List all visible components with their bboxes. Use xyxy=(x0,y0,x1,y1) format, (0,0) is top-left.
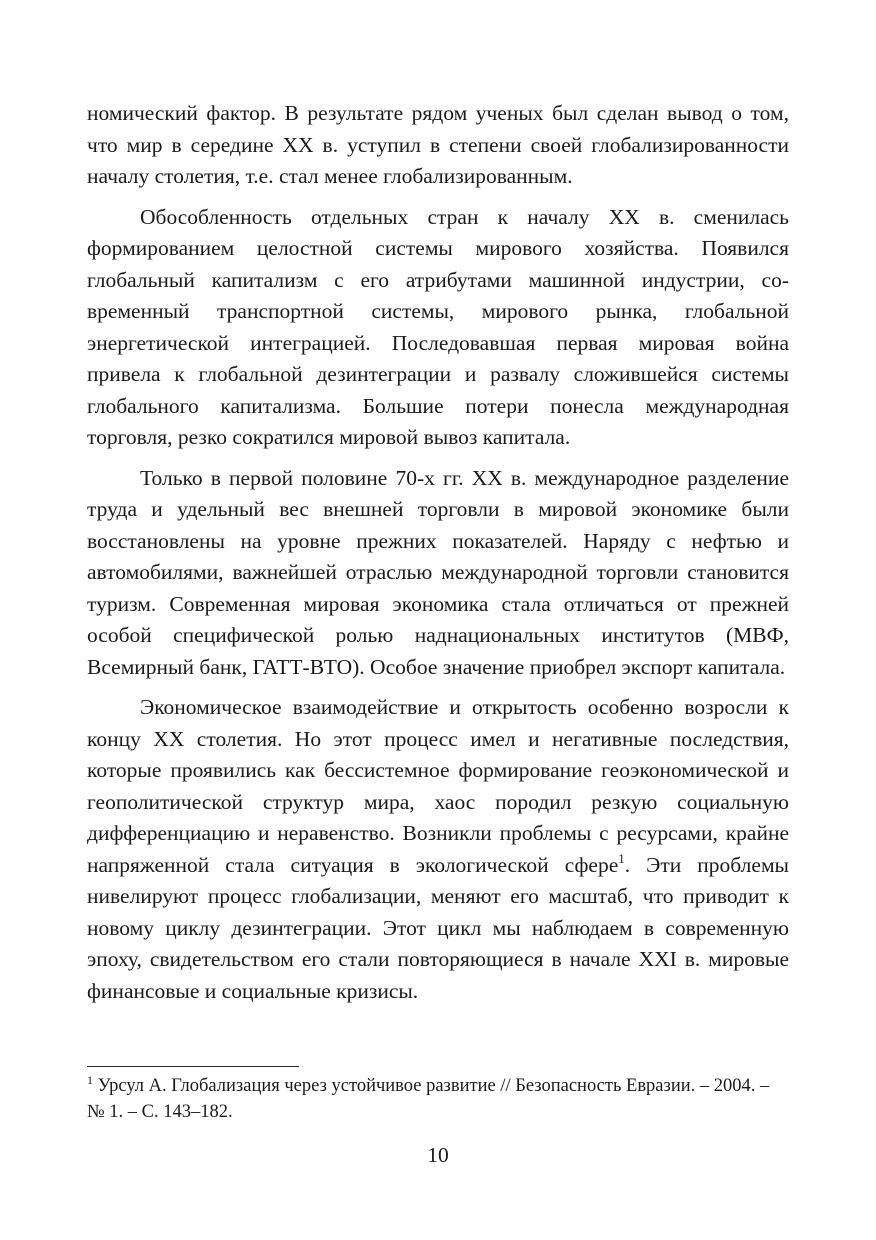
paragraph-4-text-before: Экономическое взаимодействие и открытость особенно возросли к концу XX столетия. Но этот процесс имел и негативные последствия, которые проявились как бессистемное формирование геоэкономической и геополитической структур мира, хаос породил резкую социальную дифференциацию и неравенство. Возникли проблемы с ресурсами, крайне напряженной стала ситуация в экологической сфере xyxy=(87,695,789,877)
paragraph-4 xyxy=(87,692,789,1007)
paragraph-1: номический фактор. В результате рядом ученых был сделан вывод о том, что мир в середине XX в. уступил в степени своей глобализированности началу столетия, т.е. стал менее глобализированным. xyxy=(87,101,789,188)
paragraph-3: Только в первой половине 70-х гг. XX в. международное разделение труда и удельный вес внешней торговли в мировой экономике были восстановлены на уровне прежних показателей. Наряду с нефтью и автомобилями, важнейшей отраслью международной торговли становится туризм. Современная мировая экономика стала отличаться от прежней особой специфической ролью наднациональных институтов (МВФ, Всемирный банк, ГАТТ-ВТО). Особое значение приобрел экспорт капитала. xyxy=(87,465,789,679)
footnote-text: Урсул А. Глобализация через устойчивое развитие // Безопасность Евразии. – 2004. – № 1. – С. 143–182. xyxy=(87,1076,770,1122)
page-body xyxy=(87,98,789,1007)
page-number: 10 xyxy=(427,1143,449,1167)
paragraph-2: Обособленность отдельных стран к началу XX в. сменилась формированием целостной системы мирового хозяйства. Появился глобальный капитализм с его атрибутами машинной индустрии, современный транспортной системы, мирового рынка, глобальной энергетической интеграцией. Последовавшая первая мировая война привела к глобальной дезинтеграции и развалу сложившейся системы глобального капитализма. Большие потери понесла международная торговля, резко сократился мировой вывоз капитала. xyxy=(87,204,789,449)
footnote-reference[interactable]: 1 xyxy=(618,850,625,866)
footnote-mark: 1 xyxy=(87,1073,93,1087)
footnote xyxy=(87,1073,789,1125)
footnote-divider xyxy=(87,1066,299,1067)
paragraph-4-text-after: . Эти проблемы нивелируют процесс глобализации, меняют его масштаб, что приводит к новому циклу дезинтеграции. Этот цикл мы наблюдаем в современную эпоху, свидетельством его стали повторяющиеся в начале XXI в. мировые финансовые и социальные кризисы. xyxy=(87,852,789,1003)
